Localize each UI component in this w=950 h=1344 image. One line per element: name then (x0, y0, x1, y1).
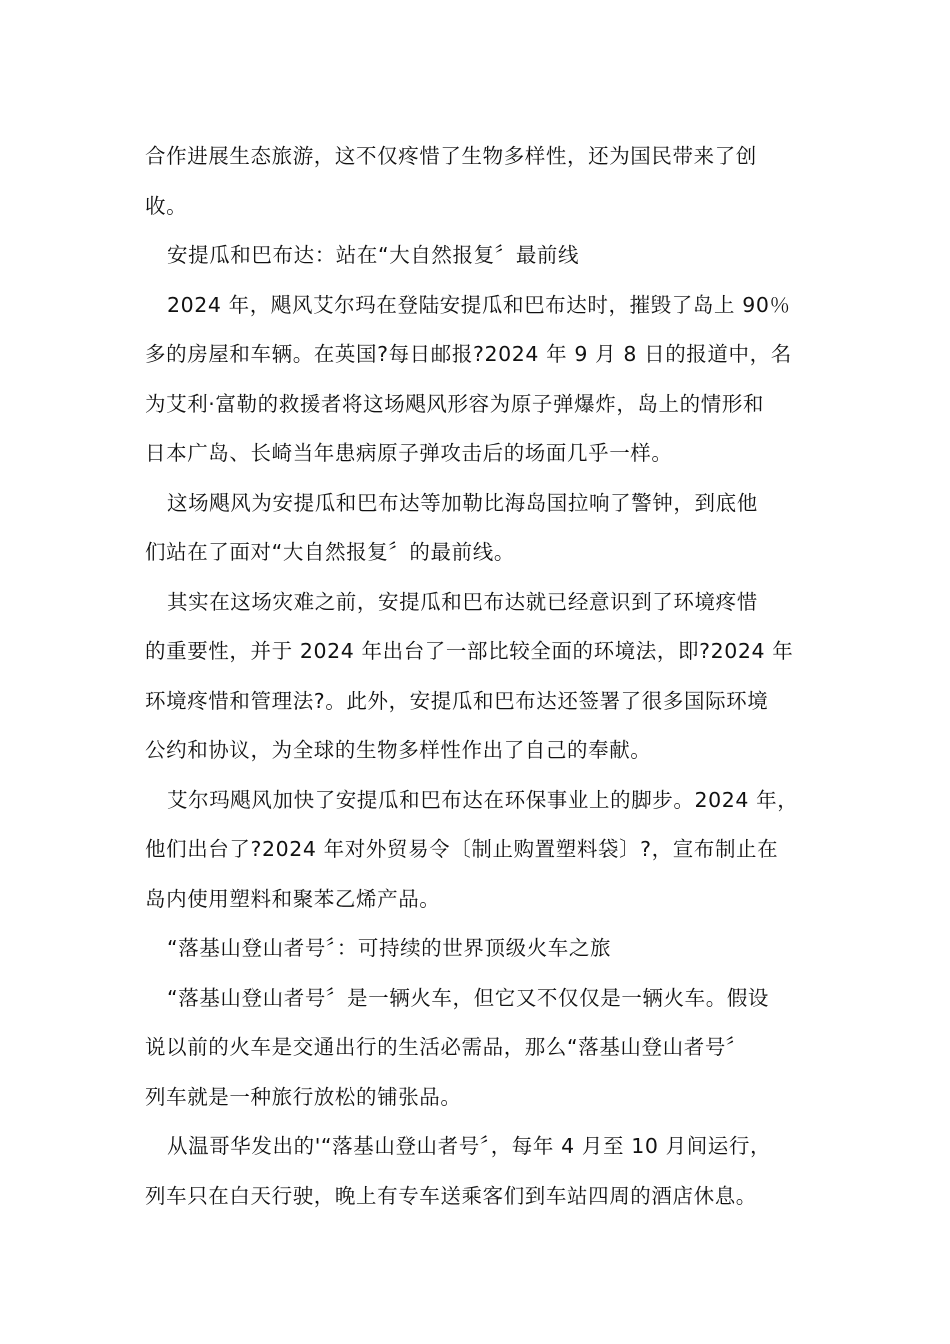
text-line: 说以前的火车是交通出行的生活必需品，那么“落基山登山者号〞 (145, 1035, 748, 1059)
text-line: 多的房屋和车辆。在英国?每日邮报?2024 年 9 月 8 日的报道中，名 (145, 342, 792, 366)
text-line: 从温哥华发出的'“落基山登山者号〞，每年 4 月至 10 月间运行， (167, 1134, 772, 1158)
text-line: 岛内使用塑料和聚苯乙烯产品。 (145, 886, 441, 911)
paragraph (145, 479, 815, 578)
heading-line: “落基山登山者号〞：可持续的世界顶级火车之旅 (167, 936, 612, 960)
text-line: 的重要性，并于 2024 年出台了一部比较全面的环境法，即?2024 年 (145, 639, 794, 663)
text-line: 其实在这场灾难之前，安提瓜和巴布达就已经意识到了环境疼惜 (167, 589, 758, 614)
paragraph (145, 974, 815, 1123)
text-line: “落基山登山者号〞是一辆火车，但它又不仅仅是一辆火车。假设 (167, 985, 770, 1010)
text-line: 为艾利·富勒的救援者将这场飓风形容为原子弹爆炸，岛上的情形和 (145, 391, 765, 416)
section-heading (145, 924, 815, 974)
text-line: 们站在了面对“大自然报复〞的最前线。 (145, 540, 515, 564)
text-line: 日本广岛、长崎当年患病原子弹攻击后的场面几乎一样。 (145, 441, 673, 465)
text-line: 环境疼惜和管理法?。此外，安提瓜和巴布达还签署了很多国际环境 (145, 688, 769, 713)
text-line: 2024 年，飓风艾尔玛在登陆安提瓜和巴布达时，摧毁了岛上 90％ (167, 292, 791, 317)
paragraph (145, 281, 815, 479)
text-line: 这场飓风为安提瓜和巴布达等加勒比海岛国拉响了警钟，到底他 (167, 490, 758, 515)
text-line: 收。 (145, 193, 188, 218)
text-line: 他们出台了?2024 年对外贸易令〔制止购置塑料袋〕?，宣布制止在 (145, 837, 779, 861)
text-line: 艾尔玛飓风加快了安提瓜和巴布达在环保事业上的脚步。2024 年， (167, 787, 799, 812)
paragraph (145, 578, 815, 776)
section-heading (145, 231, 815, 281)
paragraph (145, 132, 815, 231)
document-body (145, 132, 815, 1221)
paragraph (145, 776, 815, 925)
text-line: 列车只在白天行驶，晚上有专车送乘客们到车站四周的酒店休息。 (145, 1183, 757, 1208)
text-line: 合作进展生态旅游，这不仅疼惜了生物多样性，还为国民带来了创 (145, 144, 757, 168)
heading-line: 安提瓜和巴布达：站在“大自然报复〞最前线 (167, 243, 580, 267)
text-line: 公约和协议，为全球的生物多样性作出了自己的奉献。 (145, 738, 652, 762)
text-line: 列车就是一种旅行放松的铺张品。 (145, 1084, 462, 1109)
paragraph (145, 1122, 815, 1221)
